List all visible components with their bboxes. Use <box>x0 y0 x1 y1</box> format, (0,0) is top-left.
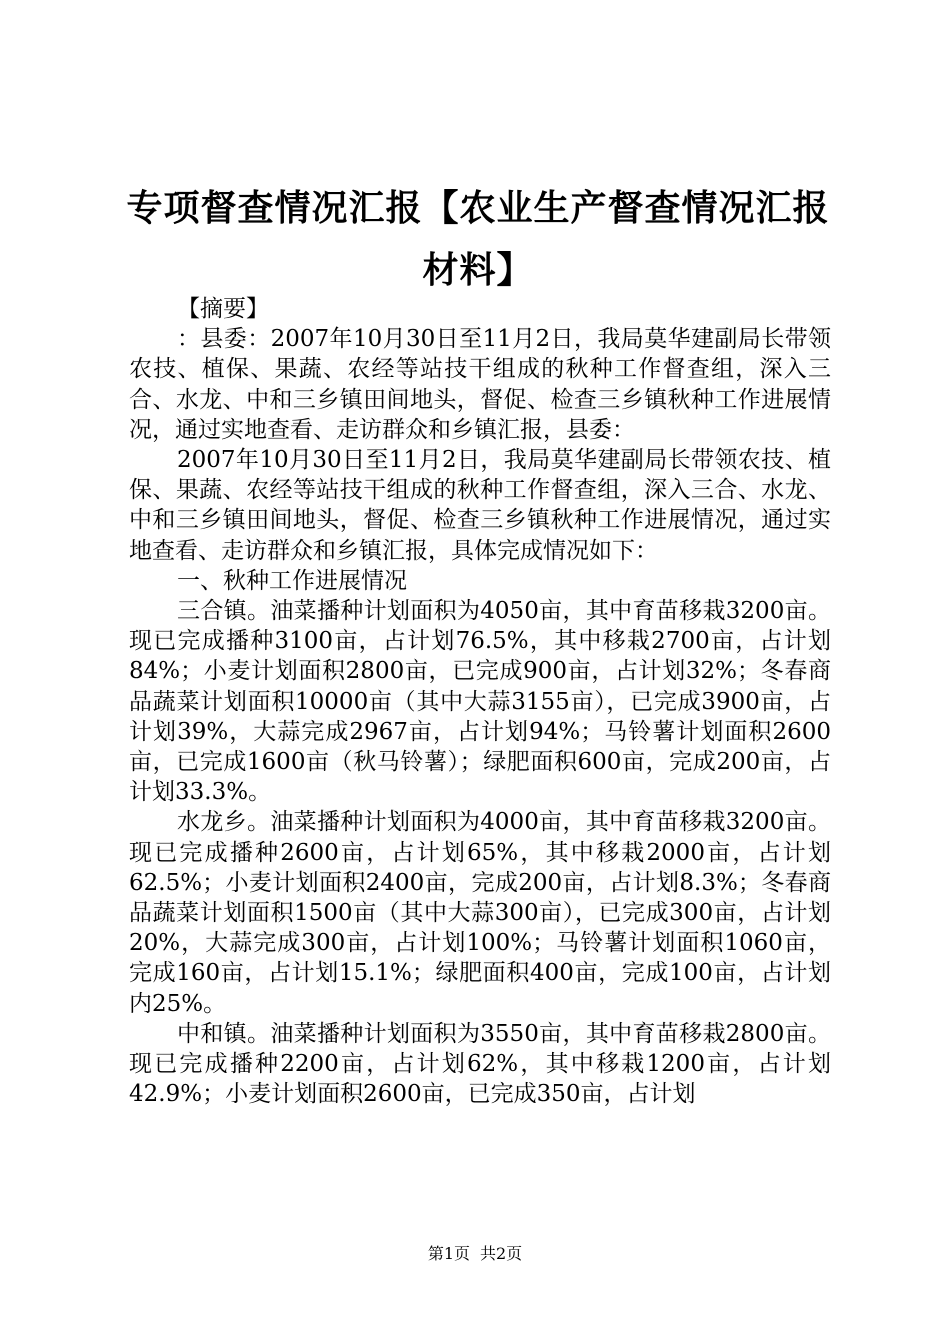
page-footer <box>0 1242 950 1266</box>
page-total: 共2页 <box>480 1244 523 1263</box>
paragraph-intro: 2007年10月30日至11月2日，我局莫华建副局长带领农技、植保、果蔬、农经等站技干组成的秋种工作督查组，深入三合、水龙、中和三乡镇田间地头，督促、检查三乡镇秋种工作进展情况，通过实地查看、走访群众和乡镇汇报，具体完成情况如下： <box>129 447 831 564</box>
abstract-label: 【摘要】 <box>177 296 269 322</box>
paragraph-sanhe: 三合镇。油菜播种计划面积为4050亩，其中育苗移栽3200亩。现已完成播种3100亩，占计划76.5%，其中移栽2700亩，占计划84%；小麦计划面积2800亩，已完成900亩，占计划32%；冬春商品蔬菜计划面积10000亩（其中大蒜3155亩），已完成3900亩，占计划39%，大蒜完成2967亩，占计划94%；马铃薯计划面积2600亩，已完成1600亩（秋马铃薯）；绿肥面积600亩，完成200亩，占计划33.3%。 <box>129 598 831 806</box>
document-body <box>129 294 831 1109</box>
paragraph-shuilong: 水龙乡。油菜播种计划面积为4000亩，其中育苗移栽3200亩。现已完成播种2600亩，占计划65%，其中移栽2000亩，占计划62.5%；小麦计划面积2400亩，完成200亩，占计划8.3%；冬春商品蔬菜计划面积1500亩（其中大蒜300亩），已完成300亩，占计划20%，大蒜完成300亩，占计划100%；马铃薯计划面积1060亩，完成160亩，占计划15.1%；绿肥面积400亩，完成100亩，占计划内25%。 <box>129 809 831 1017</box>
abstract-text: ：县委：2007年10月30日至11月2日，我局莫华建副局长带领农技、植保、果蔬、农经等站技干组成的秋种工作督查组，深入三合、水龙、中和三乡镇田间地头，督促、检查三乡镇秋种工作进展情况，通过实地查看、走访群众和乡镇汇报，县委： <box>129 326 831 443</box>
document-title: 专项督查情况汇报【农业生产督查情况汇报材料】 <box>126 188 830 291</box>
paragraph-zhonghe: 中和镇。油菜播种计划面积为3550亩，其中育苗移栽2800亩。现已完成播种2200亩，占计划62%，其中移栽1200亩，占计划42.9%；小麦计划面积2600亩，已完成350亩，占计划 <box>129 1020 831 1108</box>
page-number: 第1页 <box>427 1244 470 1263</box>
section-heading: 一、秋种工作进展情况 <box>177 567 407 594</box>
